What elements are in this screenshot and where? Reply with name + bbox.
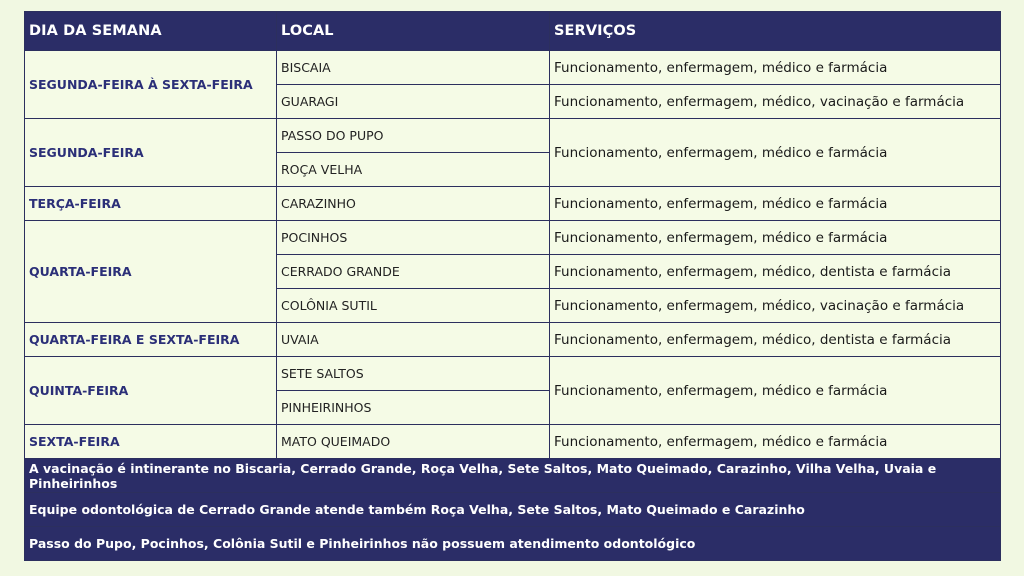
services-cell: Funcionamento, enfermagem, médico, vacinação e farmácia [550,85,1001,119]
day-cell: SEGUNDA-FEIRA [25,119,277,187]
header-services: SERVIÇOS [550,12,1001,51]
header-day: DIA DA SEMANA [25,12,277,51]
table-row [25,119,1001,153]
schedule-table [24,11,1001,561]
services-cell: Funcionamento, enfermagem, médico, dentista e farmácia [550,255,1001,289]
table-row [25,51,1001,85]
local-cell: BISCAIA [277,51,550,85]
local-cell: GUARAGI [277,85,550,119]
note-row [25,459,1001,493]
local-cell: ROÇA VELHA [277,153,550,187]
services-cell: Funcionamento, enfermagem, médico e farmácia [550,187,1001,221]
services-cell: Funcionamento, enfermagem, médico e farmácia [550,357,1001,425]
local-cell: UVAIA [277,323,550,357]
day-cell: QUINTA-FEIRA [25,357,277,425]
local-cell: POCINHOS [277,221,550,255]
note-row [25,493,1001,527]
services-cell: Funcionamento, enfermagem, médico, dentista e farmácia [550,323,1001,357]
services-cell: Funcionamento, enfermagem, médico, vacinação e farmácia [550,289,1001,323]
services-cell: Funcionamento, enfermagem, médico e farmácia [550,51,1001,85]
note-vaccination: A vacinação é intinerante no Biscaria, Cerrado Grande, Roça Velha, Sete Saltos, Mato Queimado, Carazinho, Vilha Velha, Uvaia e Pinheirinhos [25,459,1001,493]
table-row [25,425,1001,459]
note-no-dental: Passo do Pupo, Pocinhos, Colônia Sutil e Pinheirinhos não possuem atendimento odontológico [25,527,1001,561]
note-row [25,527,1001,561]
services-cell: Funcionamento, enfermagem, médico e farmácia [550,221,1001,255]
table-row [25,187,1001,221]
header-row [25,12,1001,51]
day-cell: QUARTA-FEIRA E SEXTA-FEIRA [25,323,277,357]
table-row [25,357,1001,391]
local-cell: PINHEIRINHOS [277,391,550,425]
local-cell: PASSO DO PUPO [277,119,550,153]
services-cell: Funcionamento, enfermagem, médico e farmácia [550,425,1001,459]
local-cell: COLÔNIA SUTIL [277,289,550,323]
day-cell: QUARTA-FEIRA [25,221,277,323]
local-cell: CERRADO GRANDE [277,255,550,289]
local-cell: SETE SALTOS [277,357,550,391]
day-cell: SEGUNDA-FEIRA À SEXTA-FEIRA [25,51,277,119]
local-cell: MATO QUEIMADO [277,425,550,459]
services-cell: Funcionamento, enfermagem, médico e farmácia [550,119,1001,187]
day-cell: TERÇA-FEIRA [25,187,277,221]
table-row [25,221,1001,255]
note-dental-team: Equipe odontológica de Cerrado Grande atende também Roça Velha, Sete Saltos, Mato Queimado e Carazinho [25,493,1001,527]
local-cell: CARAZINHO [277,187,550,221]
day-cell: SEXTA-FEIRA [25,425,277,459]
header-local: LOCAL [277,12,550,51]
table-row [25,323,1001,357]
